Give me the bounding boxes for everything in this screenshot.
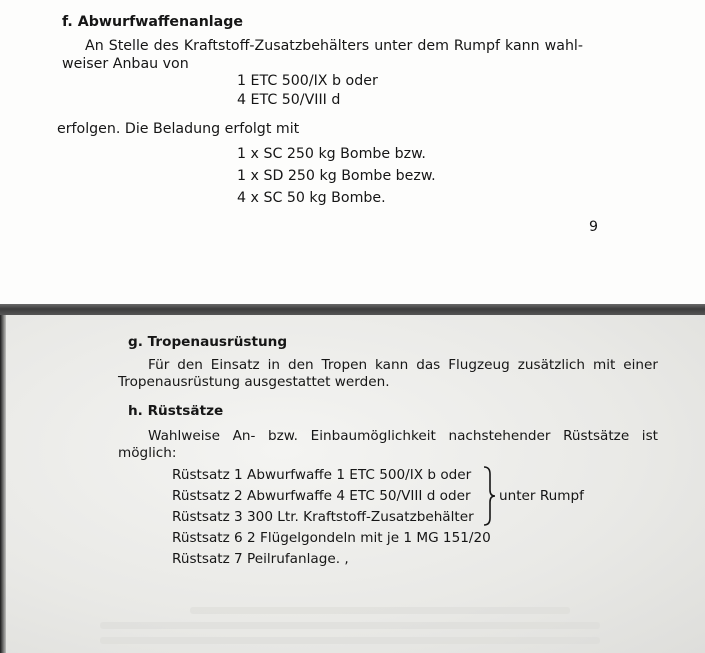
page-divider [0, 304, 705, 315]
section-f-load: 1 x SD 250 kg Bombe bezw. [237, 168, 436, 184]
section-g-heading: g. Tropenausrüstung [128, 334, 288, 350]
bleed-through-line [190, 607, 570, 614]
scan-edge-shadow [0, 315, 6, 653]
kit-item: Rüstsatz 1 Abwurfwaffe 1 ETC 500/IX b oder [172, 467, 472, 483]
section-f-option: 1 ETC 500/IX b oder [237, 73, 378, 89]
kit-item: Rüstsatz 3 300 Ltr. Kraftstoff-Zusatzbehälter [172, 509, 474, 525]
kit-item: Rüstsatz 2 Abwurfwaffe 4 ETC 50/VIII d oder [172, 488, 471, 504]
section-h-heading: h. Rüstsätze [128, 403, 224, 419]
section-g-paragraph-line1: Für den Einsatz in den Tropen kann das Flugzeug zusätzlich mit einer [148, 357, 658, 373]
section-f-paragraph-line1: An Stelle des Kraftstoff-Zusatzbehälters unter dem Rumpf kann wahl- [85, 38, 583, 54]
section-f-after-options: erfolgen. Die Beladung erfolgt mit [57, 121, 300, 137]
section-f-load: 4 x SC 50 kg Bombe. [237, 190, 386, 206]
section-g-paragraph-line2: Tropenausrüstung ausgestattet werden. [118, 374, 390, 390]
kit-item: Rüstsatz 6 2 Flügelgondeln mit je 1 MG 151/20 [172, 530, 491, 546]
page-number: 9 [589, 219, 599, 235]
right-brace-icon [482, 466, 496, 526]
section-f-heading: f. Abwurfwaffenanlage [62, 14, 244, 30]
section-f-option: 4 ETC 50/VIII d [237, 92, 341, 108]
section-f-paragraph-line2: weiser Anbau von [62, 56, 189, 72]
section-h-paragraph-line2: möglich: [118, 445, 177, 461]
section-f-load: 1 x SC 250 kg Bombe bzw. [237, 146, 426, 162]
brace-label: unter Rumpf [499, 488, 584, 504]
section-h-paragraph-line1: Wahlweise An- bzw. Einbaumöglichkeit nachstehender Rüstsätze ist [148, 428, 658, 444]
kit-item: Rüstsatz 7 Peilrufanlage. , [172, 551, 349, 567]
bleed-through-line [100, 637, 600, 644]
bleed-through-line [100, 622, 600, 629]
